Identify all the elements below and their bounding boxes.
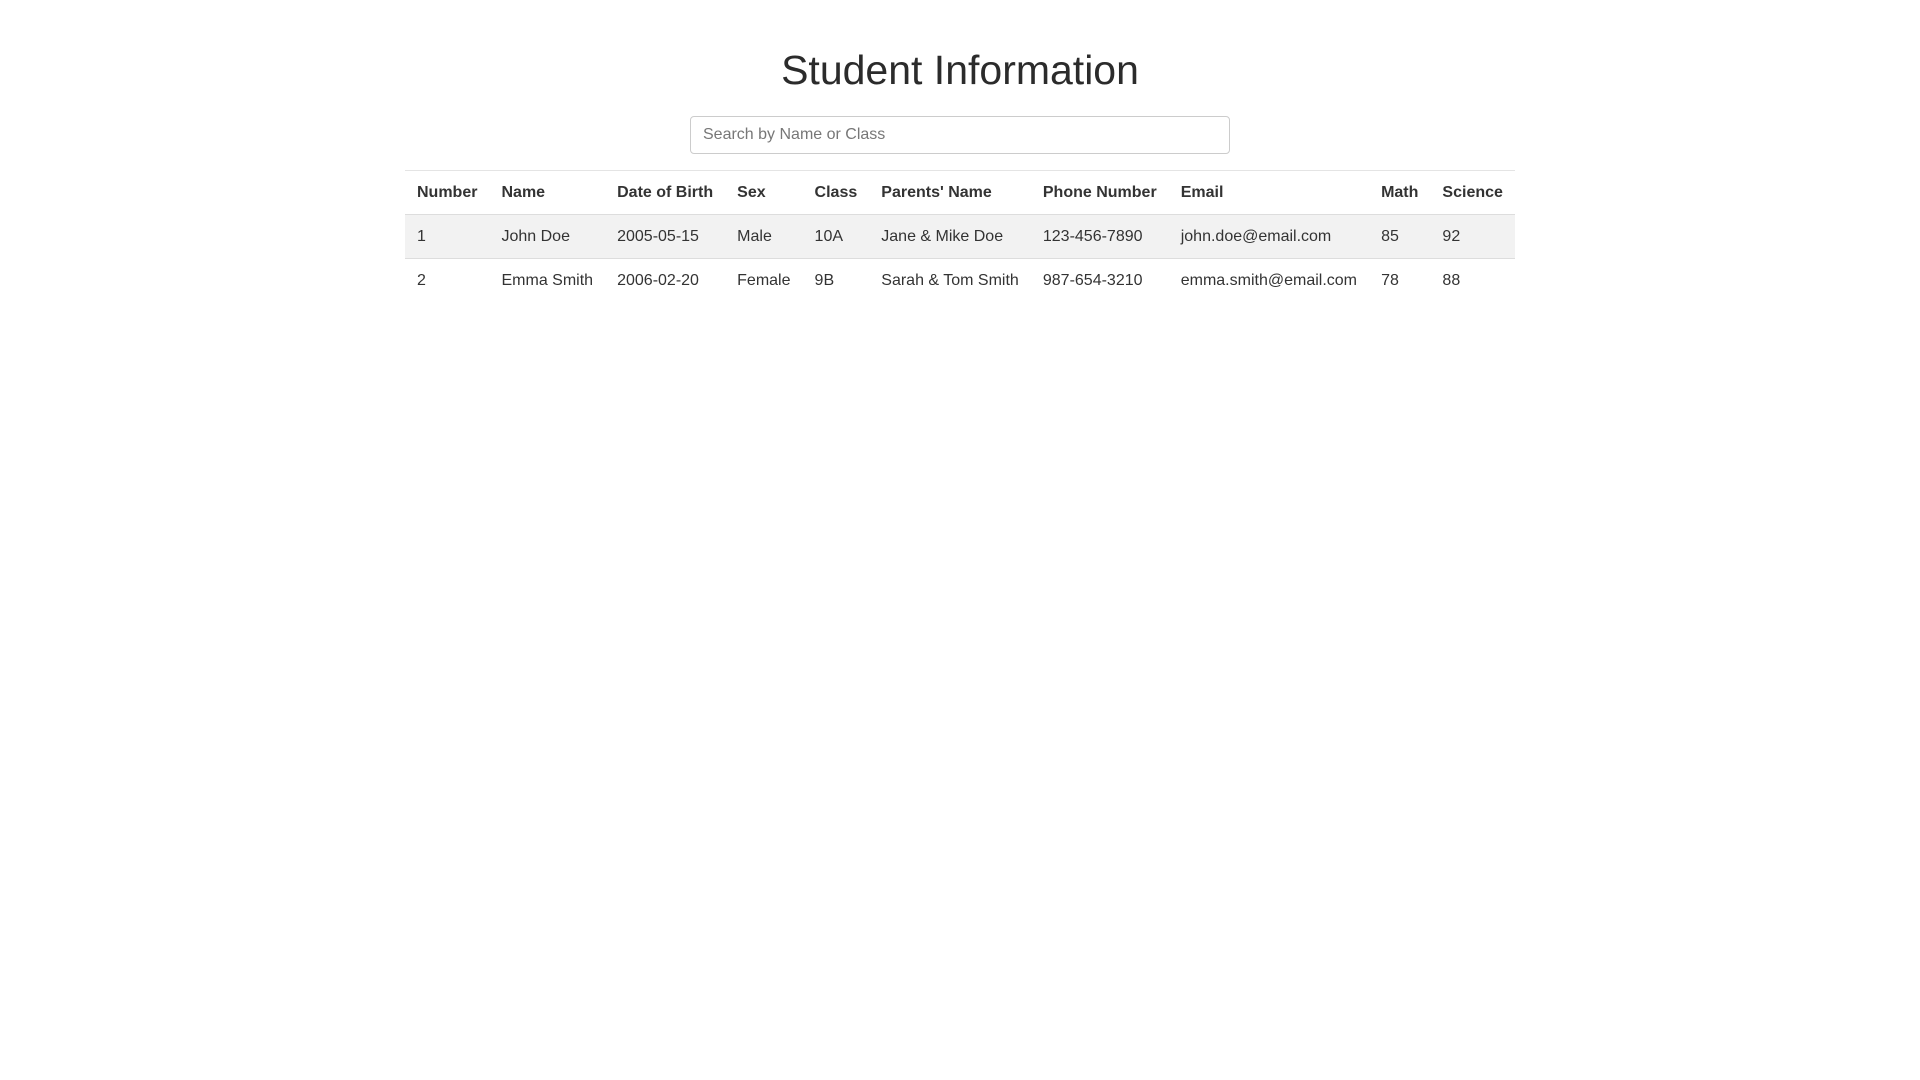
column-header-math[interactable]: Math	[1369, 171, 1430, 215]
column-header-sex[interactable]: Sex	[725, 171, 802, 215]
column-header-science[interactable]: Science	[1430, 171, 1515, 215]
cell-science: 92	[1430, 215, 1515, 259]
column-header-phone-number[interactable]: Phone Number	[1031, 171, 1169, 215]
cell-parents-name: Sarah & Tom Smith	[869, 259, 1031, 303]
cell-email: john.doe@email.com	[1169, 215, 1369, 259]
column-header-date-of-birth[interactable]: Date of Birth	[605, 171, 725, 215]
cell-number: 2	[405, 259, 489, 303]
column-header-name[interactable]: Name	[489, 171, 605, 215]
table-row[interactable]	[405, 215, 1515, 259]
column-header-parents-name[interactable]: Parents' Name	[869, 171, 1031, 215]
table-header	[405, 171, 1515, 215]
search-container	[690, 116, 1230, 154]
cell-parents-name: Jane & Mike Doe	[869, 215, 1031, 259]
search-input[interactable]	[690, 116, 1230, 154]
table-body	[405, 215, 1515, 303]
student-table	[405, 170, 1515, 302]
cell-phone-number: 123-456-7890	[1031, 215, 1169, 259]
table-row[interactable]	[405, 259, 1515, 303]
cell-date-of-birth: 2005-05-15	[605, 215, 725, 259]
cell-math: 85	[1369, 215, 1430, 259]
column-header-email[interactable]: Email	[1169, 171, 1369, 215]
cell-sex: Male	[725, 215, 802, 259]
cell-sex: Female	[725, 259, 802, 303]
table-header-row	[405, 171, 1515, 215]
cell-number: 1	[405, 215, 489, 259]
cell-name: Emma Smith	[489, 259, 605, 303]
cell-email: emma.smith@email.com	[1169, 259, 1369, 303]
column-header-number[interactable]: Number	[405, 171, 489, 215]
cell-phone-number: 987-654-3210	[1031, 259, 1169, 303]
cell-math: 78	[1369, 259, 1430, 303]
page-title: Student Information	[781, 47, 1139, 93]
cell-date-of-birth: 2006-02-20	[605, 259, 725, 303]
column-header-class[interactable]: Class	[803, 171, 870, 215]
student-table-container	[405, 170, 1515, 302]
cell-name: John Doe	[489, 215, 605, 259]
cell-class: 10A	[803, 215, 870, 259]
cell-class: 9B	[803, 259, 870, 303]
cell-science: 88	[1430, 259, 1515, 303]
